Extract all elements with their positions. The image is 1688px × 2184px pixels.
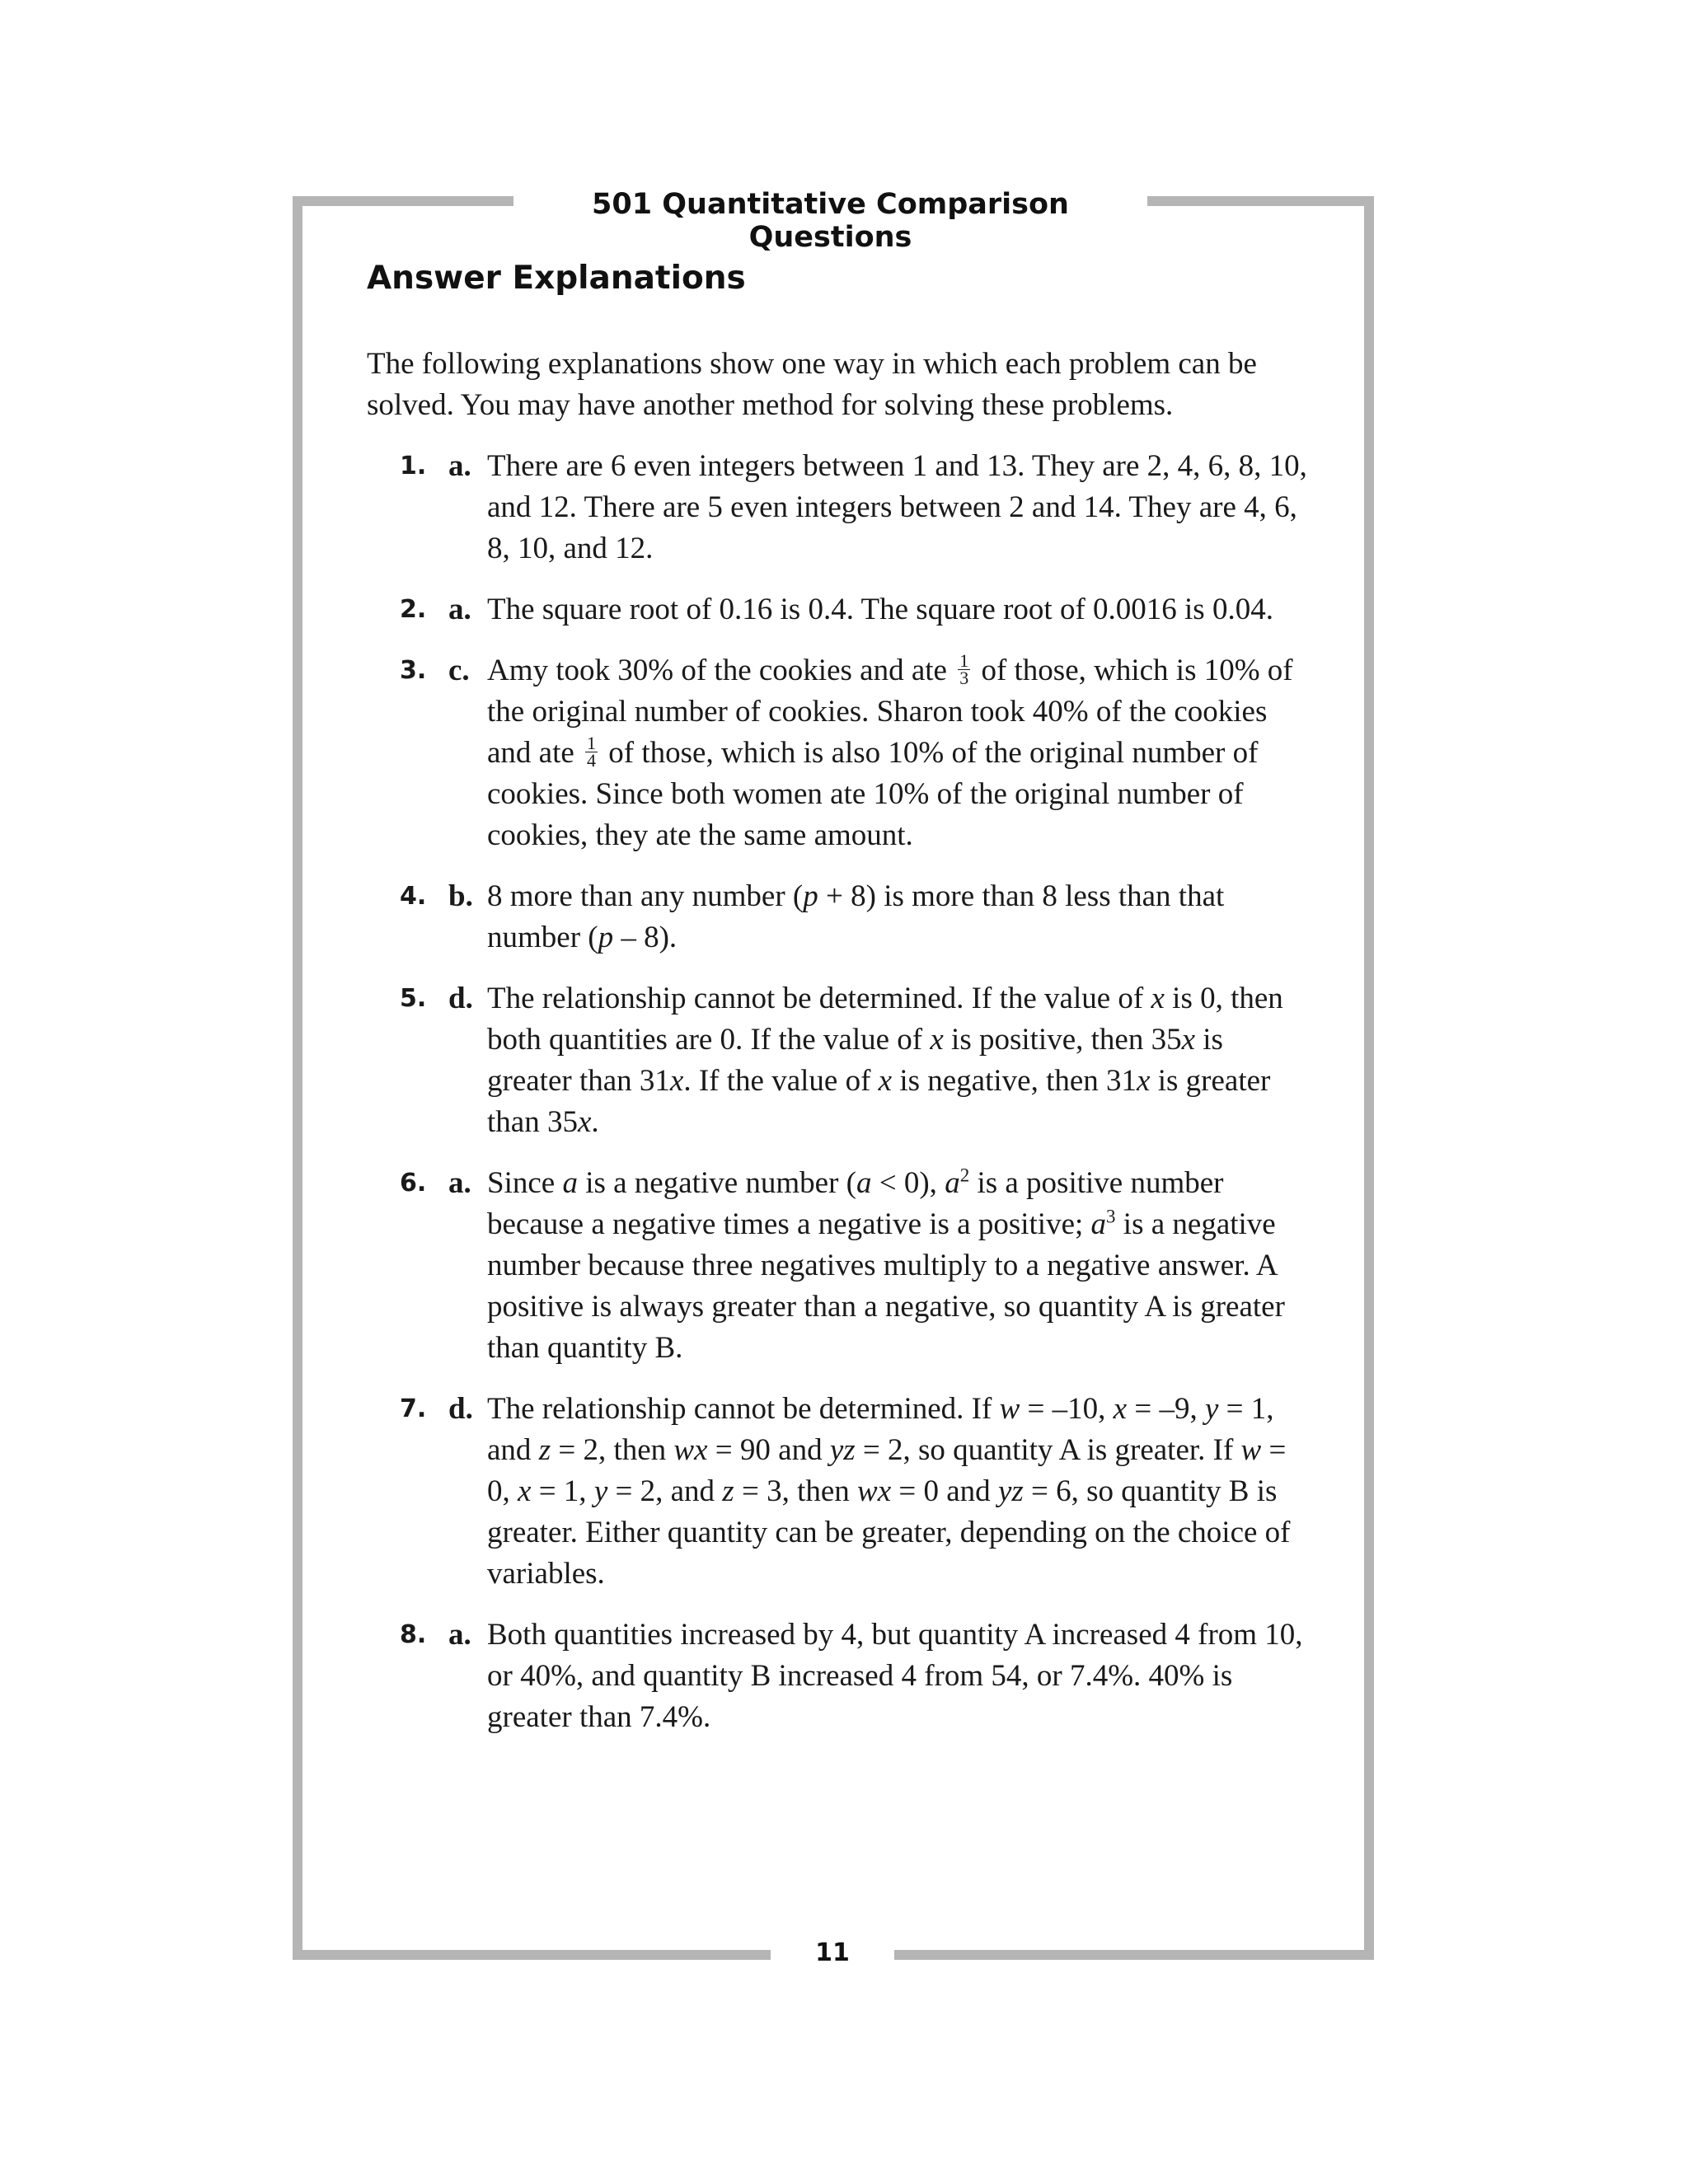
answer-item	[367, 1615, 1311, 1738]
intro-paragraph: The following explanations show one way in which each problem can be solved. You may have another method for solving these problems.	[367, 347, 1257, 422]
answer-choice: d.	[448, 982, 473, 1015]
answer-item	[367, 589, 1311, 630]
answer-choice: d.	[448, 1392, 473, 1426]
answers-list	[367, 446, 1311, 1758]
answer-choice: c.	[448, 654, 470, 687]
frame-right-border	[1364, 196, 1374, 1960]
answer-text: 8 more than any number (p + 8) is more than 8 less than that number (p – 8).	[487, 879, 1225, 954]
answer-choice: b.	[448, 879, 473, 913]
answer-number: 4.	[400, 882, 427, 911]
page-number: 11	[815, 1938, 850, 1967]
answer-text: Since a is a negative number (a < 0), $a^2$ is a positive number because a negative times a negative is a positive; $a^3$ is a negative number because three negatives multiply to a negative answer. A positive is always greater than a negative, so quantity A is greater than quantity B.	[487, 1165, 1285, 1365]
frame-left-border	[293, 196, 302, 1960]
running-head: 501 Quantitative Comparison Questions	[592, 188, 1069, 254]
frame-top-border-left	[293, 196, 513, 206]
answer-number: 2.	[400, 595, 427, 624]
fraction: $\frac{1}{4}$	[587, 733, 597, 771]
answer-text: The relationship cannot be determined. If the value of x is 0, then both quantities are 0. If the value of x is positive, then 35x is greater than 31x. If the value of x is negative, then 31x is greater than 35x.	[487, 982, 1283, 1139]
answer-number: 6.	[400, 1169, 427, 1197]
answer-choice: a.	[448, 1618, 471, 1652]
frame-bottom-border-left	[293, 1950, 771, 1960]
answer-choice: a.	[448, 1166, 471, 1200]
answer-item	[367, 876, 1311, 958]
frame-bottom-border-right	[894, 1950, 1374, 1960]
answer-text: The relationship cannot be determined. If w = –10, x = –9, y = 1, and z = 2, then wx = 90 and yz = 2, so quantity A is greater. If w = 0, x = 1, y = 2, and z = 3, then wx = 0 and yz = 6, so quantity B is greater. Either quantity can be greater, depending on the choice of variables.	[487, 1392, 1291, 1591]
section-title: Answer Explanations	[367, 260, 746, 297]
answer-choice: a.	[448, 449, 471, 483]
answer-number: 5.	[400, 984, 427, 1013]
fraction: $\frac{1}{3}$	[959, 650, 969, 689]
answer-item	[367, 1389, 1311, 1595]
answer-number: 8.	[400, 1620, 427, 1649]
answer-text: There are 6 even integers between 1 and 13. They are 2, 4, 6, 8, 10, and 12. There are 5 even integers between 2 and 14. They are 4, 6, 8, 10, and 12.	[487, 449, 1307, 565]
answer-choice: a.	[448, 593, 471, 626]
answer-text: Both quantities increased by 4, but quantity A increased 4 from 10, or 40%, and quantity B increased 4 from 54, or 7.4%. 40% is greater than 7.4%.	[487, 1618, 1303, 1734]
answer-text: The square root of 0.16 is 0.4. The square root of 0.0016 is 0.04.	[487, 593, 1273, 626]
frame-top-border-right	[1147, 196, 1374, 206]
answer-text: Amy took 30% of the cookies and ate $\frac{1}{3}$ of those, which is 10% of the original number of cookies. Sharon took 40% of the cookies and ate $\frac{1}{4}$ of those, which is also 10% of the original number of cookies. Since both women ate 10% of the original number of cookies, they ate the same amount.	[487, 650, 1293, 852]
answer-item	[367, 650, 1311, 856]
answer-number: 7.	[400, 1394, 427, 1423]
answer-item	[367, 978, 1311, 1143]
answer-number: 3.	[400, 656, 427, 685]
answer-item	[367, 1163, 1311, 1369]
answer-number: 1.	[400, 452, 427, 480]
answer-item	[367, 446, 1311, 569]
